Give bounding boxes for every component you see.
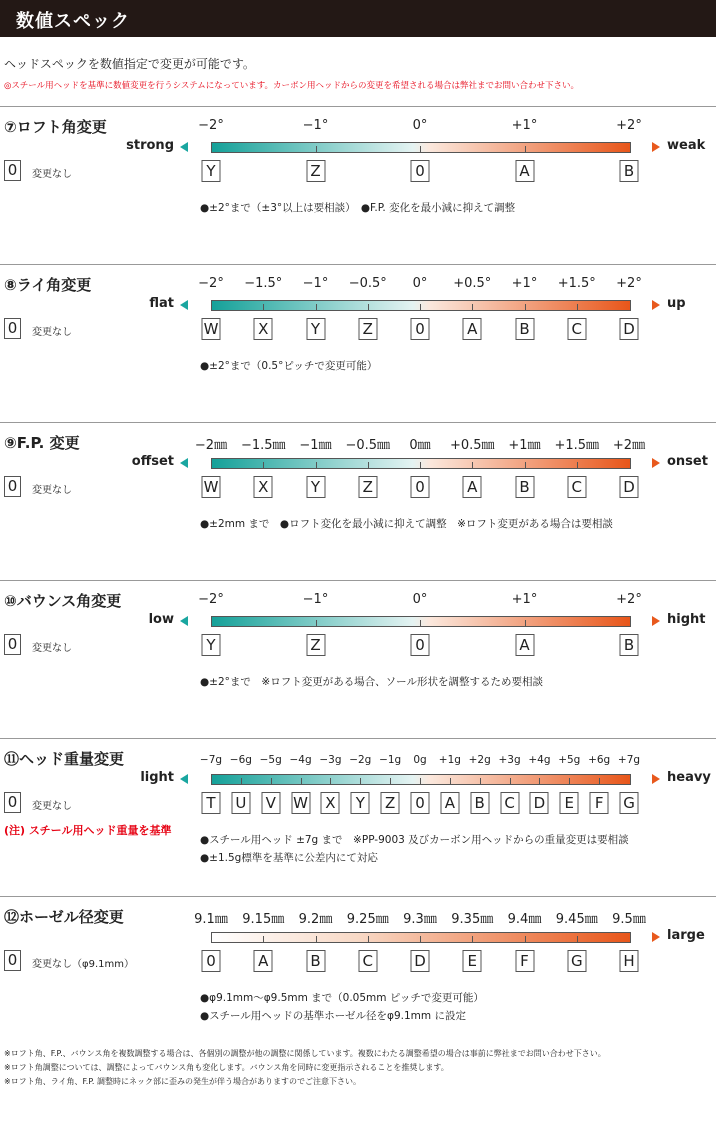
scale-tick [525,936,526,943]
code-letter-box: A [440,792,459,814]
left-direction-label: low [148,612,174,627]
scale-label: 9.35㎜ [451,912,494,927]
scale-tick [450,778,451,785]
code-letter-box: G [567,950,586,972]
code-letter-box: C [358,950,377,972]
footnote: ※ロフト角調整については、調整によってバウンス角も変化します。バウンス角を同時に変更指示されることを推奨します。 [4,1063,449,1072]
scale-label: 9.45㎜ [555,912,598,927]
section-title: ⑨F.P. 変更 [4,434,80,452]
scale-label: +1g [438,754,461,766]
scale-tick [510,778,511,785]
section-title: ⑪ヘッド重量変更 [4,750,125,768]
scale-label: 0° [412,276,428,291]
scale-tick [525,620,526,627]
code-letter-box: Y [202,634,221,656]
code-letter-box: 0 [411,792,430,814]
scale-label: 0g [413,754,427,766]
scale-tick [420,620,421,627]
scale-tick [577,936,578,943]
section-divider [0,896,716,897]
scale-label: −1.5㎜ [240,438,286,453]
scale-label: −1° [302,118,329,133]
code-letter-box: Y [306,476,325,498]
scale-label: −2° [198,118,224,133]
section-title: ⑫ホーゼル径変更 [4,908,124,926]
scale-label: 9.15㎜ [242,912,285,927]
code-letter-box: W [202,476,221,498]
no-change-label: 変更なし [32,485,72,496]
arrow-left-icon [180,142,188,152]
code-letter-box: A [515,634,534,656]
scale-tick [368,462,369,469]
scale-label: +1° [511,592,538,607]
scale-tick [420,462,421,469]
scale-label: +7g [617,754,641,766]
arrow-left-icon [180,616,188,626]
section-divider [0,580,716,581]
right-direction-label: up [667,296,686,311]
no-change-code-box: 0 [4,950,21,971]
gradient-bar [211,300,631,311]
scale-label: 9.4㎜ [507,912,542,927]
spec-note: ●φ9.1mm〜φ9.5mm まで（0.05mm ピッチで変更可能） [200,992,484,1004]
code-letter-box: C [500,792,519,814]
scale-label: +6g [588,754,611,766]
scale-label: 9.25㎜ [346,912,389,927]
scale-tick [316,936,317,943]
scale-tick [263,304,264,311]
code-letter-box: 0 [411,318,430,340]
spec-note: ●スチール用ヘッドの基準ホーゼル径をφ9.1mm に設定 [200,1010,466,1022]
scale-tick [368,936,369,943]
left-direction-label: offset [131,454,174,469]
page-title: 数値スペック [16,11,130,32]
scale-label: −1° [302,276,329,291]
code-letter-box: Y [351,792,370,814]
code-letter-box: E [463,950,482,972]
scale-tick [525,146,526,153]
scale-tick [316,146,317,153]
section-title: ⑧ライ角変更 [4,276,92,294]
no-change-label: 変更なし [32,801,72,812]
code-letter-box: B [515,318,534,340]
code-letter-box: D [530,792,549,814]
scale-tick [330,778,331,785]
scale-label: +2° [616,276,642,291]
code-letter-box: F [515,950,534,972]
code-letter-box: V [261,792,280,814]
scale-label: 0° [412,592,428,607]
scale-label: +1.5° [557,276,596,291]
gradient-bar [211,458,631,469]
no-change-label: 変更なし [32,169,72,180]
right-direction-label: large [667,928,705,943]
scale-label: −0.5㎜ [345,438,391,453]
scale-tick [420,304,421,311]
spec-note: ●±1.5g標準を基準に公差内にて対応 [200,852,378,864]
scale-label: −3g [319,754,342,766]
code-letter-box: Z [358,318,377,340]
spec-note: ●±2°まで ※ロフト変更がある場合、ソール形状を調整するため要相談 [200,676,543,688]
code-letter-box: X [321,792,340,814]
code-letter-box: A [254,950,273,972]
code-letter-box: Z [358,476,377,498]
footnote: ※ロフト角、F.P.、バウンス角を複数調整する場合は、各個別の調整が他の調整に関係しています。複数にわたる調整希望の場合は事前に弊社までお問い合わせ下さい。 [4,1049,606,1058]
scale-label: +0.5° [453,276,492,291]
scale-label: 0㎜ [409,438,431,453]
scale-tick [577,462,578,469]
scale-tick [480,778,481,785]
scale-label: +1.5㎜ [554,438,600,453]
scale-label: −6g [229,754,252,766]
arrow-left-icon [180,458,188,468]
spec-note: ●±2°まで（±3°以上は要相談） ●F.P. 変化を最小減に抑えて調整 [200,202,516,214]
scale-tick [420,146,421,153]
scale-label: 9.3㎜ [403,912,437,927]
section-divider [0,264,716,265]
scale-label: −2g [349,754,372,766]
scale-tick [420,778,421,785]
code-letter-box: H [620,950,639,972]
code-letter-box: A [515,160,534,182]
arrow-left-icon [180,300,188,310]
code-letter-box: Z [306,634,325,656]
scale-tick [316,620,317,627]
scale-tick [360,778,361,785]
scale-label: +2° [616,118,642,133]
spec-note: ●±2mm まで ●ロフト変化を最小減に抑えて調整 ※ロフト変更がある場合は要相談 [200,518,613,530]
scale-tick [539,778,540,785]
scale-tick [263,462,264,469]
code-letter-box: C [567,318,586,340]
code-letter-box: B [515,476,534,498]
scale-label: +4g [528,754,551,766]
scale-label: +1° [511,276,538,291]
scale-label: +1㎜ [508,438,541,453]
arrow-right-icon [652,142,660,152]
right-direction-label: heavy [667,770,711,785]
scale-tick [271,778,272,785]
code-letter-box: B [620,160,639,182]
scale-tick [316,462,317,469]
scale-label: 9.1㎜ [194,912,228,927]
arrow-right-icon [652,774,660,784]
scale-label: −4g [289,754,312,766]
code-letter-box: 0 [411,634,430,656]
gradient-bar [211,932,631,943]
scale-label: −2° [198,592,224,607]
scale-tick [368,304,369,311]
scale-label: +1° [511,118,538,133]
code-letter-box: D [411,950,430,972]
code-letter-box: B [470,792,489,814]
no-change-code-box: 0 [4,792,21,813]
code-letter-box: W [291,792,310,814]
arrow-right-icon [652,616,660,626]
scale-label: +2g [468,754,491,766]
scale-label: −1.5° [244,276,283,291]
right-direction-label: weak [667,138,706,153]
scale-label: −1g [379,754,402,766]
code-letter-box: C [567,476,586,498]
code-letter-box: Y [202,160,221,182]
scale-tick [577,304,578,311]
scale-label: −1㎜ [299,438,332,453]
scale-label: 9.5㎜ [612,912,646,927]
code-letter-box: U [231,792,250,814]
scale-tick [420,936,421,943]
scale-label: −7g [199,754,223,766]
no-change-code-box: 0 [4,634,21,655]
steel-note: ◎スチール用ヘッドを基準に数値変更を行うシステムになっています。カーボン用ヘッドからの変更を希望される場合は弊社までお問い合わせ下さい。 [4,81,580,91]
code-letter-box: W [202,318,221,340]
code-letter-box: 0 [202,950,221,972]
scale-tick [316,304,317,311]
header-bar [0,0,716,37]
scale-tick [525,462,526,469]
code-letter-box: D [620,476,639,498]
scale-label: −1° [302,592,329,607]
no-change-label: 変更なし [32,643,72,654]
scale-label: +3g [498,754,521,766]
scale-tick [569,778,570,785]
code-letter-box: D [620,318,639,340]
scale-tick [472,936,473,943]
code-letter-box: Z [306,160,325,182]
scale-tick [301,778,302,785]
section-divider [0,106,716,107]
arrow-right-icon [652,932,660,942]
code-letter-box: X [254,318,273,340]
code-letter-box: X [254,476,273,498]
scale-label: −2° [198,276,224,291]
scale-tick [472,462,473,469]
scale-tick [241,778,242,785]
right-direction-label: onset [667,454,708,469]
gradient-bar [211,774,631,785]
scale-label: +5g [558,754,581,766]
scale-tick [263,936,264,943]
no-change-label: 変更なし [32,327,72,338]
spec-note: ●±2°まで（0.5°ピッチで変更可能） [200,360,378,372]
arrow-right-icon [652,458,660,468]
right-direction-label: hight [667,612,706,627]
code-letter-box: 0 [411,160,430,182]
steel-weight-note: (注) スチール用ヘッド重量を基準 [4,824,172,837]
gradient-bar [211,142,631,153]
scale-tick [525,304,526,311]
code-letter-box: G [620,792,639,814]
code-letter-box: Y [306,318,325,340]
left-direction-label: strong [126,138,174,153]
no-change-code-box: 0 [4,160,21,181]
code-letter-box: B [306,950,325,972]
code-letter-box: B [620,634,639,656]
scale-tick [599,778,600,785]
section-divider [0,422,716,423]
scale-label: 0° [412,118,428,133]
scale-label: 9.2㎜ [298,912,333,927]
scale-label: +2° [616,592,642,607]
code-letter-box: Z [381,792,400,814]
code-letter-box: T [202,792,221,814]
no-change-code-box: 0 [4,318,21,339]
scale-label: −5g [259,754,282,766]
code-letter-box: E [560,792,579,814]
scale-tick [472,304,473,311]
scale-label: −0.5° [348,276,387,291]
code-letter-box: A [463,476,482,498]
scale-tick [390,778,391,785]
no-change-code-box: 0 [4,476,21,497]
section-divider [0,738,716,739]
scale-label: −2㎜ [194,438,228,453]
spec-note: ●スチール用ヘッド ±7g まで ※PP-9003 及びカーボン用ヘッドからの重量変更は要相談 [200,834,629,846]
code-letter-box: A [463,318,482,340]
section-title: ⑦ロフト角変更 [4,118,107,136]
left-direction-label: flat [149,296,174,311]
code-letter-box: F [590,792,609,814]
scale-label: +0.5㎜ [449,438,495,453]
intro-text: ヘッドスペックを数値指定で変更が可能です。 [4,57,255,71]
arrow-left-icon [180,774,188,784]
scale-label: +2㎜ [612,438,646,453]
gradient-bar [211,616,631,627]
arrow-right-icon [652,300,660,310]
section-title: ⑩バウンス角変更 [4,592,122,610]
no-change-label: 変更なし（φ9.1mm） [32,959,134,970]
left-direction-label: light [140,770,174,785]
code-letter-box: 0 [411,476,430,498]
footnote: ※ロフト角、ライ角、F.P. 調整時にネック部に歪みの発生が伴う場合がありますのでご注意下さい。 [4,1077,361,1086]
